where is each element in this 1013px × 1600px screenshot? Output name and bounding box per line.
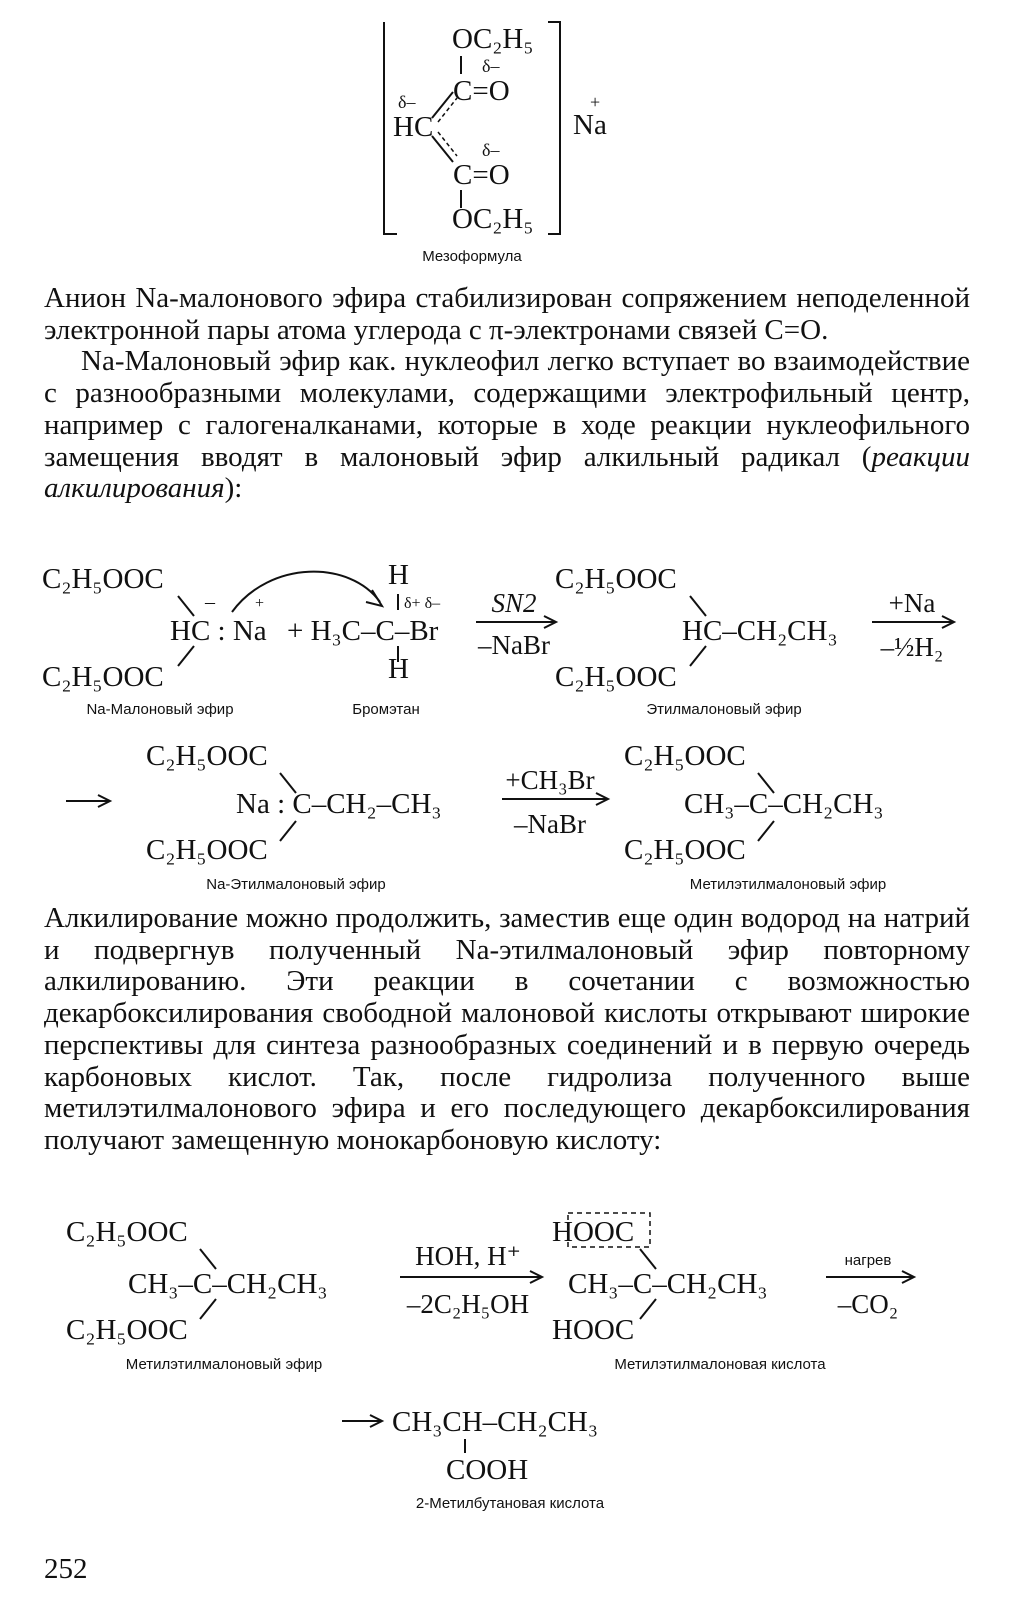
meso-delta-c: δ– (398, 92, 416, 112)
reaction-scheme-2 (0, 735, 1013, 900)
reaction-scheme-3 (0, 1205, 1013, 1385)
r1-caption-1: Na-Малоновый эфир (86, 701, 234, 718)
paragraph-2-end: ): (224, 472, 243, 505)
final-chain: CH₃CH–CH₂CH₃ (392, 1406, 598, 1438)
r1-ester-top: C₂H₅OOC (42, 563, 164, 595)
meso-carbonyl-1: C=O (453, 75, 510, 107)
r1-product-center: HC–CH₂CH₃ (682, 615, 838, 647)
r1-caption-2: Бромэтан (352, 701, 420, 718)
r2-product-ester-top: C₂H₅OOC (624, 740, 746, 772)
r3-arrow2-bottom-label: –CO₂ (837, 1289, 899, 1319)
r1-h-top: H (388, 559, 409, 591)
r3-caption-1: Метилэтилмалоновый эфир (125, 1356, 323, 1373)
page-number: 252 (44, 1553, 88, 1585)
r3-arrow-bottom-label: –2C₂H₅OH (406, 1289, 530, 1319)
mesoformula-structure (0, 0, 1013, 270)
r2-ester-top: C₂H₅OOC (146, 740, 268, 772)
r1-plus-sign: + (255, 595, 265, 612)
r1-bromoethane: + H₃C–C–Br (287, 615, 439, 647)
r3-ester-bottom: C₂H₅OOC (66, 1314, 188, 1346)
meso-counterion: Na (573, 109, 607, 141)
meso-delta-1: δ– (482, 56, 500, 76)
final-product-structure (0, 1395, 1013, 1515)
meso-central-carbon: HC (393, 111, 434, 143)
r3-acid-center: CH₃–C–CH₂CH₃ (568, 1268, 768, 1300)
r2-anion-center: Na : C–CH₂–CH₃ (236, 788, 442, 820)
r3-center: CH₃–C–CH₂CH₃ (128, 1268, 328, 1300)
r1-arrow-bottom-label: –NaBr (478, 630, 550, 660)
r2-arrow-bottom-label: –NaBr (514, 809, 586, 839)
meso-top-group: OC₂H₅ (452, 23, 534, 55)
meso-caption: Мезоформула (422, 248, 522, 265)
paragraph-3: Алкилирование можно продолжить, заместив еще один водород на натрий и подвергнув полученный Na-этилмалоновый эфир повторному алкилированию. Эти реакции в сочетании с возможностью декарбоксилирования свободной малоновой кислоты открывают широкие перспективы для синтеза разнообразных соединений и в первую очередь карбоновых кислот. Так, после гидролиза полученного выше метилэтилмалонового эфира и его последующего декарбоксилирования получают замещенную монокарбоновую кислоту: (44, 902, 970, 1156)
r3-arrow2-top-label: нагрев (844, 1252, 892, 1269)
paragraph-2 (44, 346, 970, 505)
meso-charge: + (590, 92, 601, 112)
final-substituent: COOH (446, 1454, 529, 1486)
r1-arrow2-bottom-label: –½H₂ (880, 632, 944, 662)
paragraph-2-text: Na-Малоновый эфир как. нуклеофил легко вступает во взаимодействие с разнообразными молекулами, содержащими электрофильный центр, например с галогеналканами, которые в ходе реакции нуклеофильного замещения вводят в малоновый эфир алкильный радикал ( (44, 345, 970, 473)
paragraph-1: Анион Na-малонового эфира стабилизирован сопряжением неподеленной электронной пары атома углерода с π-электронами связей C=O. (44, 282, 970, 346)
r2-product-center: CH₃–C–CH₂CH₃ (684, 788, 884, 820)
r3-caption-2: Метилэтилмалоновая кислота (614, 1356, 826, 1373)
meso-carbonyl-2: C=O (453, 159, 510, 191)
r2-arrow-top-label: +CH₃Br (505, 765, 595, 795)
text-block-1 (44, 283, 970, 505)
r1-minus: – (205, 591, 215, 613)
r1-product-ester-bottom: C₂H₅OOC (555, 661, 677, 693)
r3-acid-bottom: HOOC (552, 1314, 635, 1346)
final-caption: 2-Метилбутановая кислота (415, 1495, 605, 1512)
paragraph-2-italic-term: реакции алкилирования (44, 440, 970, 505)
r1-carbanion: HC : Na (170, 615, 267, 647)
r3-acid-top: HOOC (552, 1216, 635, 1248)
r3-arrow-top-label: HOH, H⁺ (415, 1241, 521, 1271)
r2-caption-1: Na-Этилмалоновый эфир (206, 876, 386, 893)
r2-product-ester-bottom: C₂H₅OOC (624, 834, 746, 866)
r2-caption-2: Метилэтилмалоновый эфир (689, 876, 887, 893)
meso-bottom-group: OC₂H₅ (452, 203, 534, 235)
r1-arrow2-top-label: +Na (888, 588, 936, 618)
r1-partial-charges: δ+ δ– (404, 595, 441, 612)
meso-delta-2: δ– (482, 140, 500, 160)
r1-h-bottom: H (388, 653, 409, 685)
reaction-scheme-1 (0, 550, 1013, 730)
text-block-2 (44, 903, 970, 1157)
r3-ester-top: C₂H₅OOC (66, 1216, 188, 1248)
r1-product-ester-top: C₂H₅OOC (555, 563, 677, 595)
r2-ester-bottom: C₂H₅OOC (146, 834, 268, 866)
r1-ester-bottom: C₂H₅OOC (42, 661, 164, 693)
r1-arrow-top-label: SN2 (491, 588, 537, 618)
r1-caption-3: Этилмалоновый эфир (646, 701, 802, 718)
